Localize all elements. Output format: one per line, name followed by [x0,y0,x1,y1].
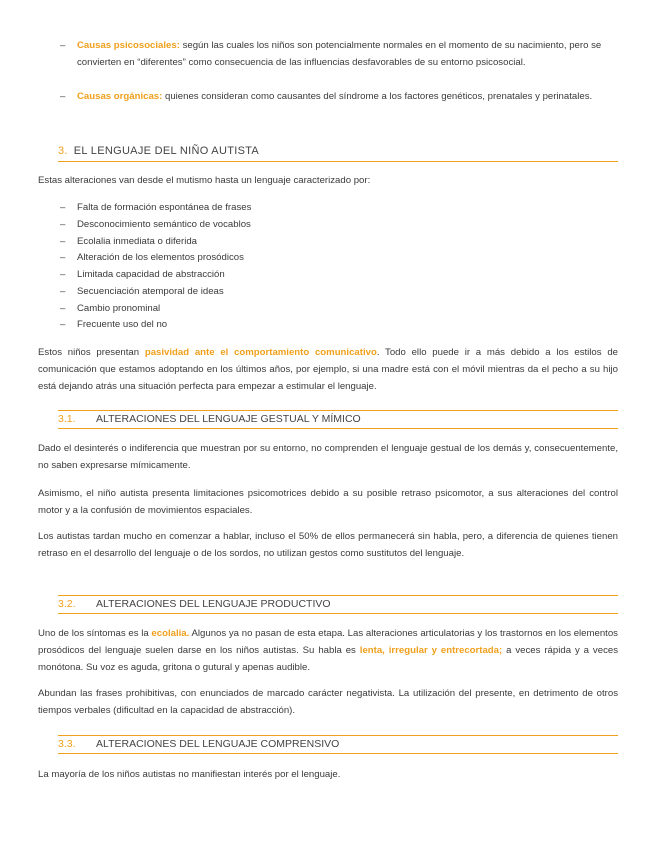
section-3-1-number: 3.1. [58,413,76,425]
list-item: Ecolalia inmediata o diferida [77,236,197,247]
para-text: Algunos ya no pasan de esta etapa. Las alteraciones articulatorias y los trastornos en los elementos prosódicos del lenguaje suelen darse en los niños autistas. Su habla es [38,628,618,656]
para-highlight: pasividad ante el comportamiento comunicativo [144,347,377,358]
section-3-paragraph [38,344,618,395]
text-psicosociales: según las cuales los niños son potencialmente normales en el momento de su nacimiento, pero se convierten en “diferentes” como consecuencia de las influencias desfavorables de su entorno psicosocial. [77,40,602,68]
list-dash: – [60,286,66,297]
section-3-3-title: ALTERACIONES DEL LENGUAJE COMPRENSIVO [96,738,340,750]
section-3-1-p1: Dado el desinterés o indiferencia que muestran por su entorno, no comprenden el lenguaje gestual de los demás y, consecuentemente, no saben expresarse mímicamente. [38,443,618,471]
list-item: Cambio pronominal [77,303,161,314]
list-dash: – [60,269,66,280]
bullet-dash: – [60,91,66,102]
list-item: Limitada capacidad de abstracción [77,269,225,280]
section-3-number: 3. [58,145,68,157]
list-item: Falta de formación espontánea de frases [77,202,252,213]
list-dash: – [60,319,66,330]
section-3-1-title: ALTERACIONES DEL LENGUAJE GESTUAL Y MÍMICO [96,413,361,425]
list-dash: – [60,236,66,247]
list-item: Frecuente uso del no [77,319,168,330]
bullet-organicas [77,88,617,105]
list-dash: – [60,202,66,213]
para-highlight: ecolalia. [151,628,190,639]
list-item: Secuenciación atemporal de ideas [77,286,224,297]
section-3-2-heading [58,595,618,614]
section-3-2-number: 3.2. [58,598,76,610]
bullet-dash: – [60,40,66,51]
section-3-3-number: 3.3. [58,738,76,750]
term-organicas: Causas orgánicas: [77,91,163,102]
bullet-psicosociales [77,37,617,71]
section-3-2-title: ALTERACIONES DEL LENGUAJE PRODUCTIVO [96,598,331,610]
para-highlight: lenta, irregular y entrecortada; [359,645,503,656]
section-3-1-heading [58,410,618,429]
term-psicosociales: Causas psicosociales: [77,40,180,51]
section-3-heading [58,141,618,162]
para-text: . Todo ello puede ir a más debido a los estilos de comunicación que estamos adoptando en los últimos años, por ejemplo, si una madre está con el móvil mientras da el pecho a su hijo está dejando atrás una situación perfecta para empezar a estimular el lenguaje. [38,347,618,392]
para-text: a veces rápida y a veces monótona. Su voz es aguda, gritona o gutural y apenas audible. [38,645,618,673]
section-3-3-p1: La mayoría de los niños autistas no manifiestan interés por el lenguaje. [38,769,341,780]
list-dash: – [60,252,66,263]
section-3-2-p2: Abundan las frases prohibitivas, con enunciados de marcado carácter negativista. La utilización del presente, en detrimento de otros tiempos verbales (dificultad en la capacidad de abstracción). [38,688,618,716]
list-dash: – [60,219,66,230]
list-item: Desconocimiento semántico de vocablos [77,219,251,230]
para-text: Estos niños presentan [38,347,145,358]
list-dash: – [60,303,66,314]
list-item: Alteración de los elementos prosódicos [77,252,244,263]
section-3-1-p2: Asimismo, el niño autista presenta limitaciones psicomotrices debido a su posible retraso psicomotor, a sus alteraciones del control motor y a la confusión de movimientos espaciales. [38,488,618,516]
para-text: Uno de los síntomas es la [38,628,152,639]
section-3-3-heading [58,735,618,754]
section-3-title: EL LENGUAJE DEL NIÑO AUTISTA [73,145,260,157]
section-3-intro: Estas alteraciones van desde el mutismo hasta un lenguaje caracterizado por: [38,175,371,186]
section-3-1-p3: Los autistas tardan mucho en comenzar a hablar, incluso el 50% de ellos permanecerá sin habla, pero, a diferencia de quienes tienen retraso en el desarrollo del lenguaje o de los sordos, no utilizan gestos como sustitutos del lenguaje. [38,531,618,559]
text-organicas: quienes consideran como causantes del síndrome a los factores genéticos, prenatales y perinatales. [162,91,593,102]
section-3-2-p1 [38,625,618,676]
